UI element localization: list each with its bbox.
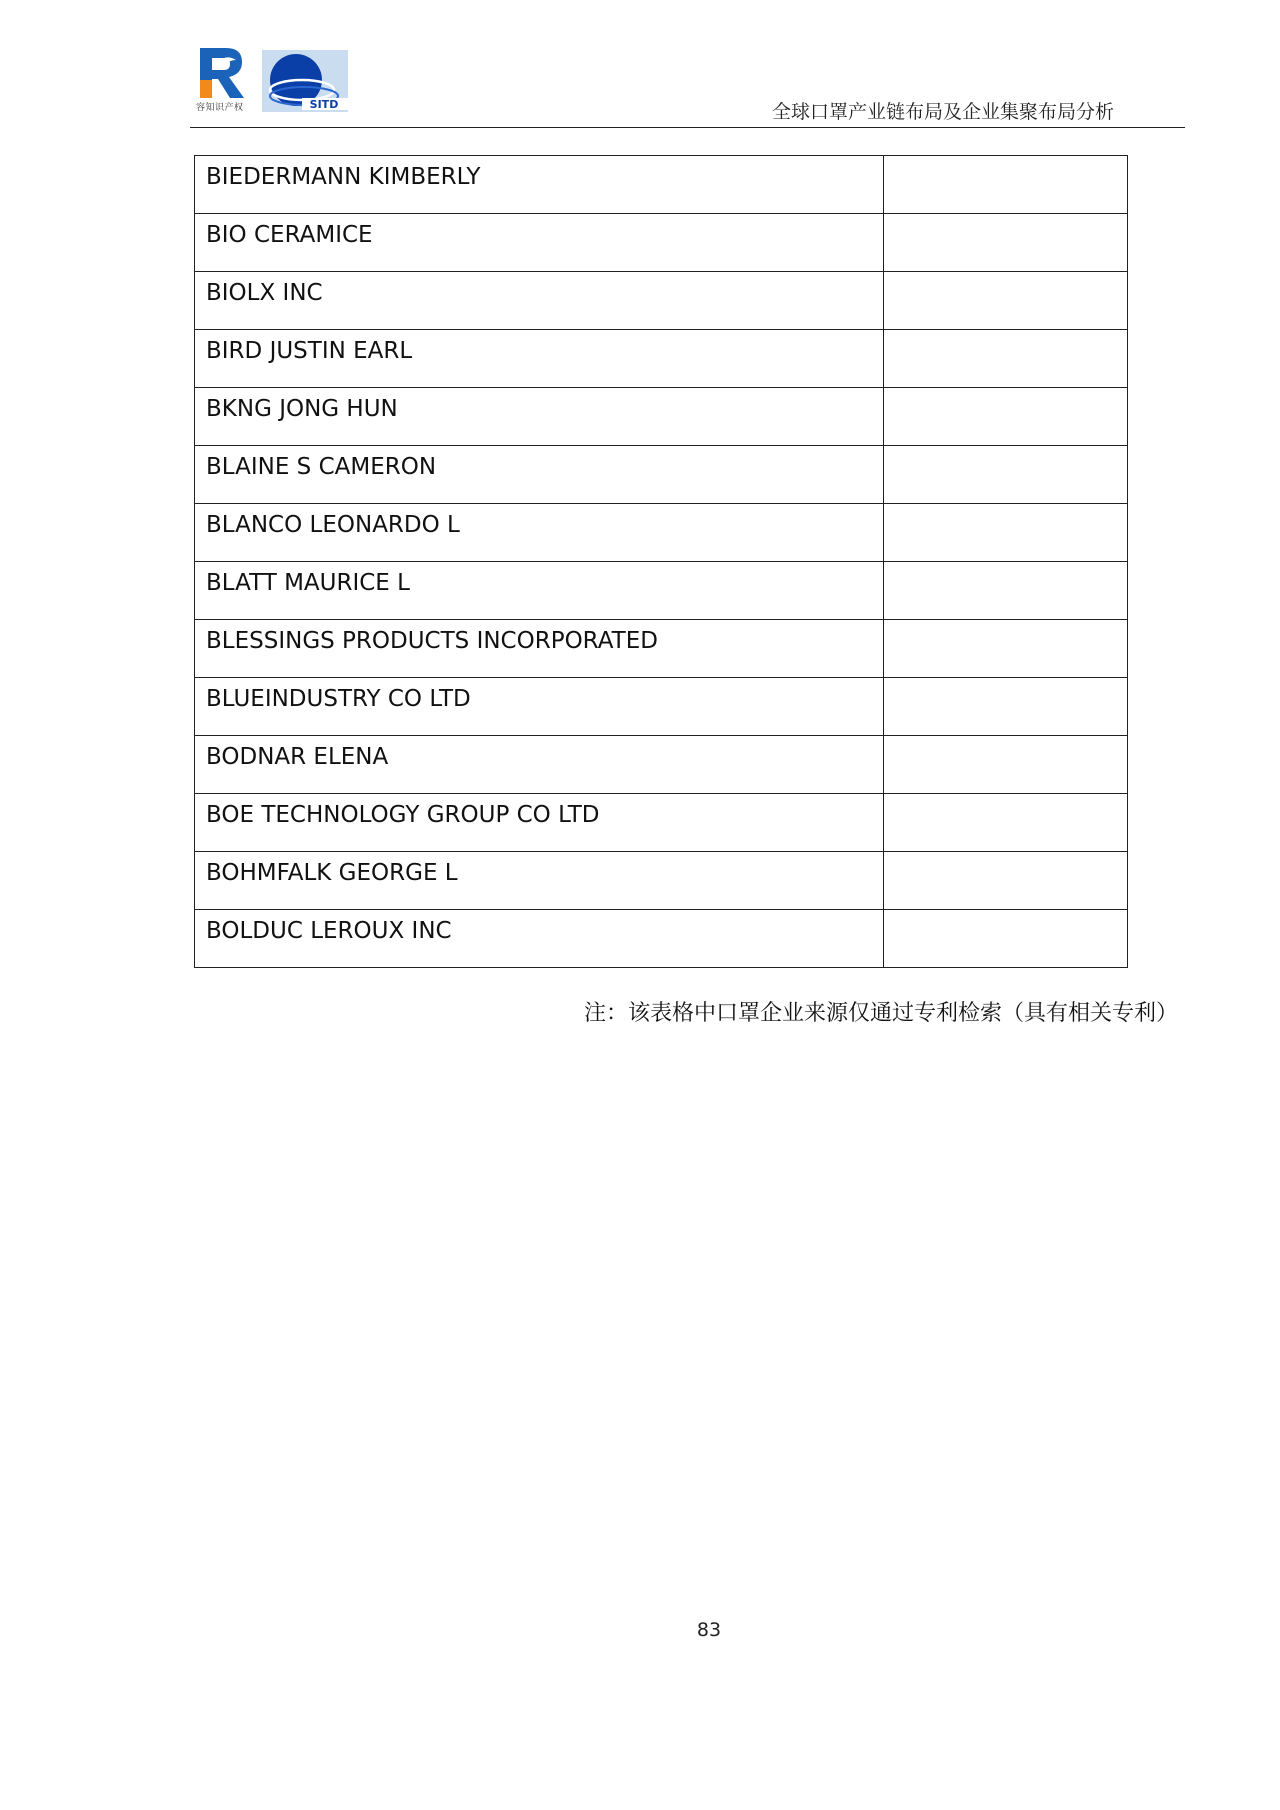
company-table-body: [195, 156, 1128, 968]
company-name-cell: BIRD JUSTIN EARL: [195, 330, 884, 388]
empty-cell: [883, 446, 1128, 504]
empty-cell: [883, 272, 1128, 330]
table-row: [195, 736, 1128, 794]
empty-cell: [883, 910, 1128, 968]
empty-cell: [883, 156, 1128, 214]
company-name-cell: BIEDERMANN KIMBERLY: [195, 156, 884, 214]
table-row: [195, 388, 1128, 446]
empty-cell: [883, 388, 1128, 446]
company-name-cell: BIOLX INC: [195, 272, 884, 330]
company-name-cell: BLUEINDUSTRY CO LTD: [195, 678, 884, 736]
table-row: [195, 504, 1128, 562]
empty-cell: [883, 852, 1128, 910]
page-number: 83: [696, 1619, 722, 1641]
empty-cell: [883, 330, 1128, 388]
table-row: [195, 156, 1128, 214]
logo-caption: 容知识产权: [196, 103, 244, 113]
empty-cell: [883, 678, 1128, 736]
empty-cell: [883, 562, 1128, 620]
company-name-cell: BOHMFALK GEORGE L: [195, 852, 884, 910]
table-row: [195, 330, 1128, 388]
company-name-cell: BOLDUC LEROUX INC: [195, 910, 884, 968]
table-row: [195, 272, 1128, 330]
empty-cell: [883, 736, 1128, 794]
page-header: [0, 0, 1280, 130]
empty-cell: [883, 794, 1128, 852]
table-row: [195, 852, 1128, 910]
table-row: [195, 794, 1128, 852]
company-name-cell: BOE TECHNOLOGY GROUP CO LTD: [195, 794, 884, 852]
table-row: [195, 214, 1128, 272]
company-name-cell: BIO CERAMICE: [195, 214, 884, 272]
empty-cell: [883, 620, 1128, 678]
company-name-cell: BODNAR ELENA: [195, 736, 884, 794]
company-table: [194, 155, 1128, 968]
table-row: [195, 562, 1128, 620]
company-name-cell: BKNG JONG HUN: [195, 388, 884, 446]
table-row: [195, 678, 1128, 736]
company-name-cell: BLATT MAURICE L: [195, 562, 884, 620]
globe-logo-icon: [262, 50, 348, 112]
company-name-cell: BLANCO LEONARDO L: [195, 504, 884, 562]
header-divider: [190, 127, 1185, 128]
globe-logo-label: SITD: [309, 98, 339, 111]
company-name-cell: BLAINE S CAMERON: [195, 446, 884, 504]
empty-cell: [883, 214, 1128, 272]
table-row: [195, 910, 1128, 968]
header-title: 全球口罩产业链布局及企业集聚布局分析: [771, 101, 1114, 123]
company-name-cell: BLESSINGS PRODUCTS INCORPORATED: [195, 620, 884, 678]
table-row: [195, 620, 1128, 678]
table-note: 注：该表格中口罩企业来源仅通过专利检索（具有相关专利）: [583, 1001, 1178, 1026]
empty-cell: [883, 504, 1128, 562]
table-row: [195, 446, 1128, 504]
